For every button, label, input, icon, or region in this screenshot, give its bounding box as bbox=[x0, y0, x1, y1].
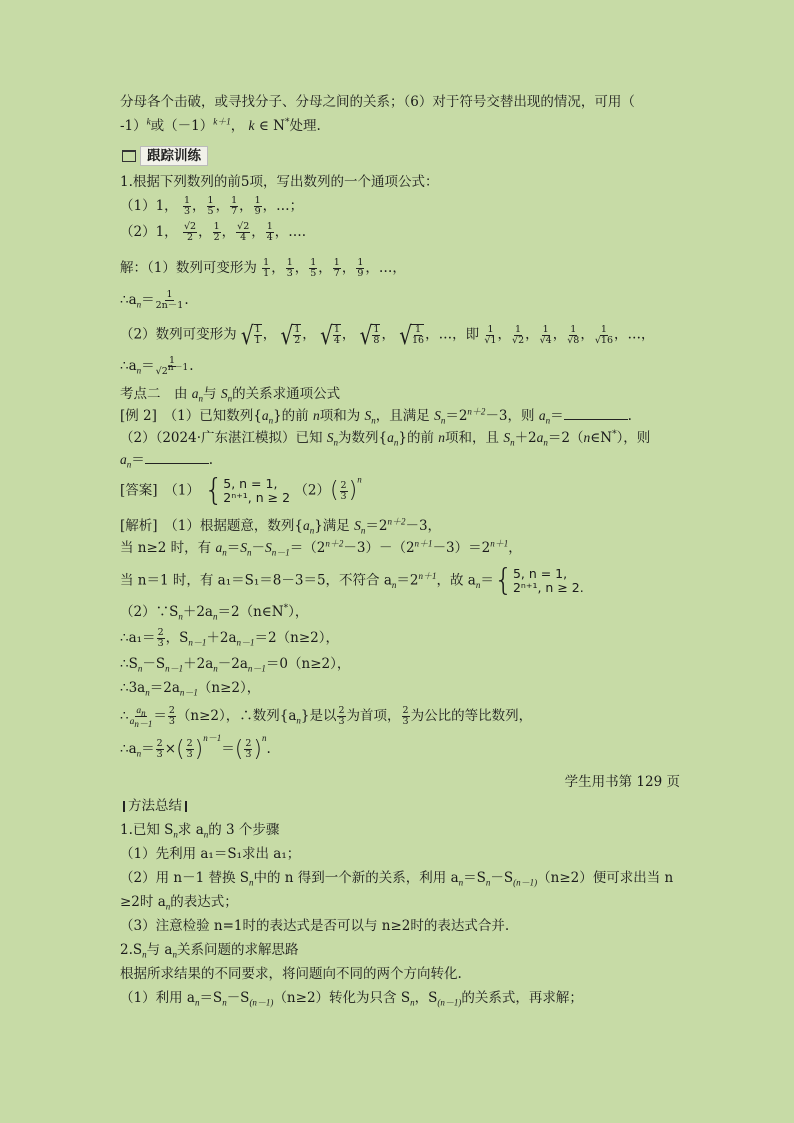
text-line: -1）$^k$或$(-1)^{k+1}$， k ∈ N*处理. bbox=[120, 116, 321, 134]
summary-line: $2.S_n$与 $a_n$关系问题的求解思路 bbox=[120, 942, 299, 960]
summary-line: （1）利用 $a_n=S_n-S_{(n-1)}(n\ge 2)$转化为只含 $S_n$，$S_{(n-1)}$的关系式，再求解； bbox=[120, 990, 583, 1008]
answer-line: $\therefore a_n=$ $\frac{1}{2n-1}$ . bbox=[120, 289, 189, 311]
analysis-line: $\therefore a_n=$ $\frac{2}{3}$ × ( $\frac{2}{3}$ ) $^{n-1}$＝ ( $\frac{2}{3}$ ) $^n$. bbox=[120, 733, 271, 762]
summary-title: 方法总结 bbox=[120, 796, 190, 816]
answer-line: [答案] （1） { 5, n = 1, 2ⁿ⁺¹, n ≥ 2 （2） ( $\frac{2}{3}$ ) $^n$ bbox=[120, 473, 362, 508]
analysis-line: $(2)\because S_n+2a_n=2(n\in N^*)$， bbox=[120, 603, 309, 622]
solution-line: （2）数列可变形为 √ $\frac{1}{1}$ ， √ $\frac{1}{2}$ ， √ $\frac{1}{4}$ ， √ $\frac{1}{8}$ ， √ $\frac{1}{16}$ ，…，即 $\frac{1}{√1}$ ， $\frac{1}{√2}$ ， $\frac{1}{√4}$ ， $\frac{1}{√8}$ ， $\frac{1}{√16}$ ，…， bbox=[120, 320, 655, 350]
answer-blank bbox=[145, 451, 209, 464]
summary-line: 1.已知 $S_n$求 $a_n$的 3 个步骤 bbox=[120, 822, 280, 840]
text-line: 分母各个击破，或寻找分子、分母之间的关系；（6）对于符号交替出现的情况，可用（ bbox=[120, 94, 635, 110]
summary-line: ≥2时 $a_n$的表达式； bbox=[120, 894, 238, 912]
summary-line: （3）注意检验 n=1时的表达式是否可以与 n≥2时的表达式合并. bbox=[120, 918, 510, 934]
analysis-line: $\therefore S_n-S_{n-1}+2a_n-2a_{n-1}=0(n\ge 2)$， bbox=[120, 656, 351, 674]
problem-part-1: （1）1， $\frac{1}{3}$ ， $\frac{1}{5}$ ， $\frac{1}{7}$ ， $\frac{1}{9}$ ，…； bbox=[120, 195, 304, 217]
summary-line: （1）先利用 a₁＝S₁求出 a₁； bbox=[120, 846, 301, 862]
section-heading bbox=[122, 146, 208, 166]
page-reference: 学生用书第 129 页 bbox=[564, 774, 680, 790]
answer-line: $\therefore a_n=$ $\frac{1}{√2^{n-1}}$ . bbox=[120, 355, 194, 377]
analysis-line: [解析] （1）根据题意，数列$\{a_n\}$满足 $S_n=2^{n+2}-3$， bbox=[120, 516, 442, 536]
analysis-line: ∴ $\frac{a_n}{a_{n-1}}$ ＝ $\frac{2}{3}$ （n≥2），∴数列$\{a_n\}$是以 $\frac{2}{3}$ 为首项， $\frac{2}{3}$ 为公比的等比数列， bbox=[120, 705, 533, 729]
notebook-icon bbox=[122, 150, 136, 162]
example-line: [例 2] （1）已知数列$\{a_n\}$的前 n项和为 $S_n$，且满足 $S_n=2^{n+2}-3$，则 $a_n=$ . bbox=[120, 406, 632, 426]
summary-line: （2）用 n－1 替换 $S_n$中的 n 得到一个新的关系，利用 $a_n=S_n-S_{(n-1)}(n\ge 2)$便可求出当 n bbox=[120, 870, 674, 888]
answer-blank bbox=[564, 407, 628, 420]
kaodian-title: 考点二 由 $a_n$与 $S_n$的关系求通项公式 bbox=[120, 386, 341, 404]
section-label: 跟踪训练 bbox=[140, 146, 208, 166]
problem-stem: 1.根据下列数列的前5项，写出数列的一个通项公式： bbox=[120, 174, 439, 190]
analysis-line: ∴a₁＝ $\frac{2}{3}$ ，$S_{n-1}+2a_{n-1}=2(n\ge 2)$， bbox=[120, 627, 339, 649]
problem-part-2: （2）1， $\frac{√2}{2}$ ， $\frac{1}{2}$ ， $\frac{√2}{4}$ ， $\frac{1}{4}$ ，…. bbox=[120, 221, 307, 243]
analysis-line: 当 n＝1 时，有 a₁＝S₁＝8－3＝5，不符合 $a_n=2^{n+1}$，故 $a_n=$ { 5, n = 1, 2ⁿ⁺¹, n ≥ 2. bbox=[120, 563, 584, 598]
analysis-line: 当 n≥2 时，有 $a_n=S_n-S_{n-1}=(2^{n+2}-3)-(2^{n+1}-3)=2^{n+1}$， bbox=[120, 538, 522, 558]
analysis-line: $\therefore 3a_n=2a_{n-1}(n\ge 2)$， bbox=[120, 680, 261, 698]
example-line: $a_n=$ . bbox=[120, 452, 214, 470]
summary-line: 根据所求结果的不同要求，将问题向不同的两个方向转化. bbox=[120, 966, 462, 982]
example-line: （2）（2024·广东湛江模拟）已知 $S_n$为数列$\{a_n\}$的前 n项和，且 $S_n+2a_n=2(n\in N^*)$，则 bbox=[120, 429, 651, 448]
solution-line: 解：（1）数列可变形为 $\frac{1}{1}$ ， $\frac{1}{3}$ ， $\frac{1}{5}$ ， $\frac{1}{7}$ ， $\frac{1}{9}$ ，…， bbox=[120, 257, 406, 279]
